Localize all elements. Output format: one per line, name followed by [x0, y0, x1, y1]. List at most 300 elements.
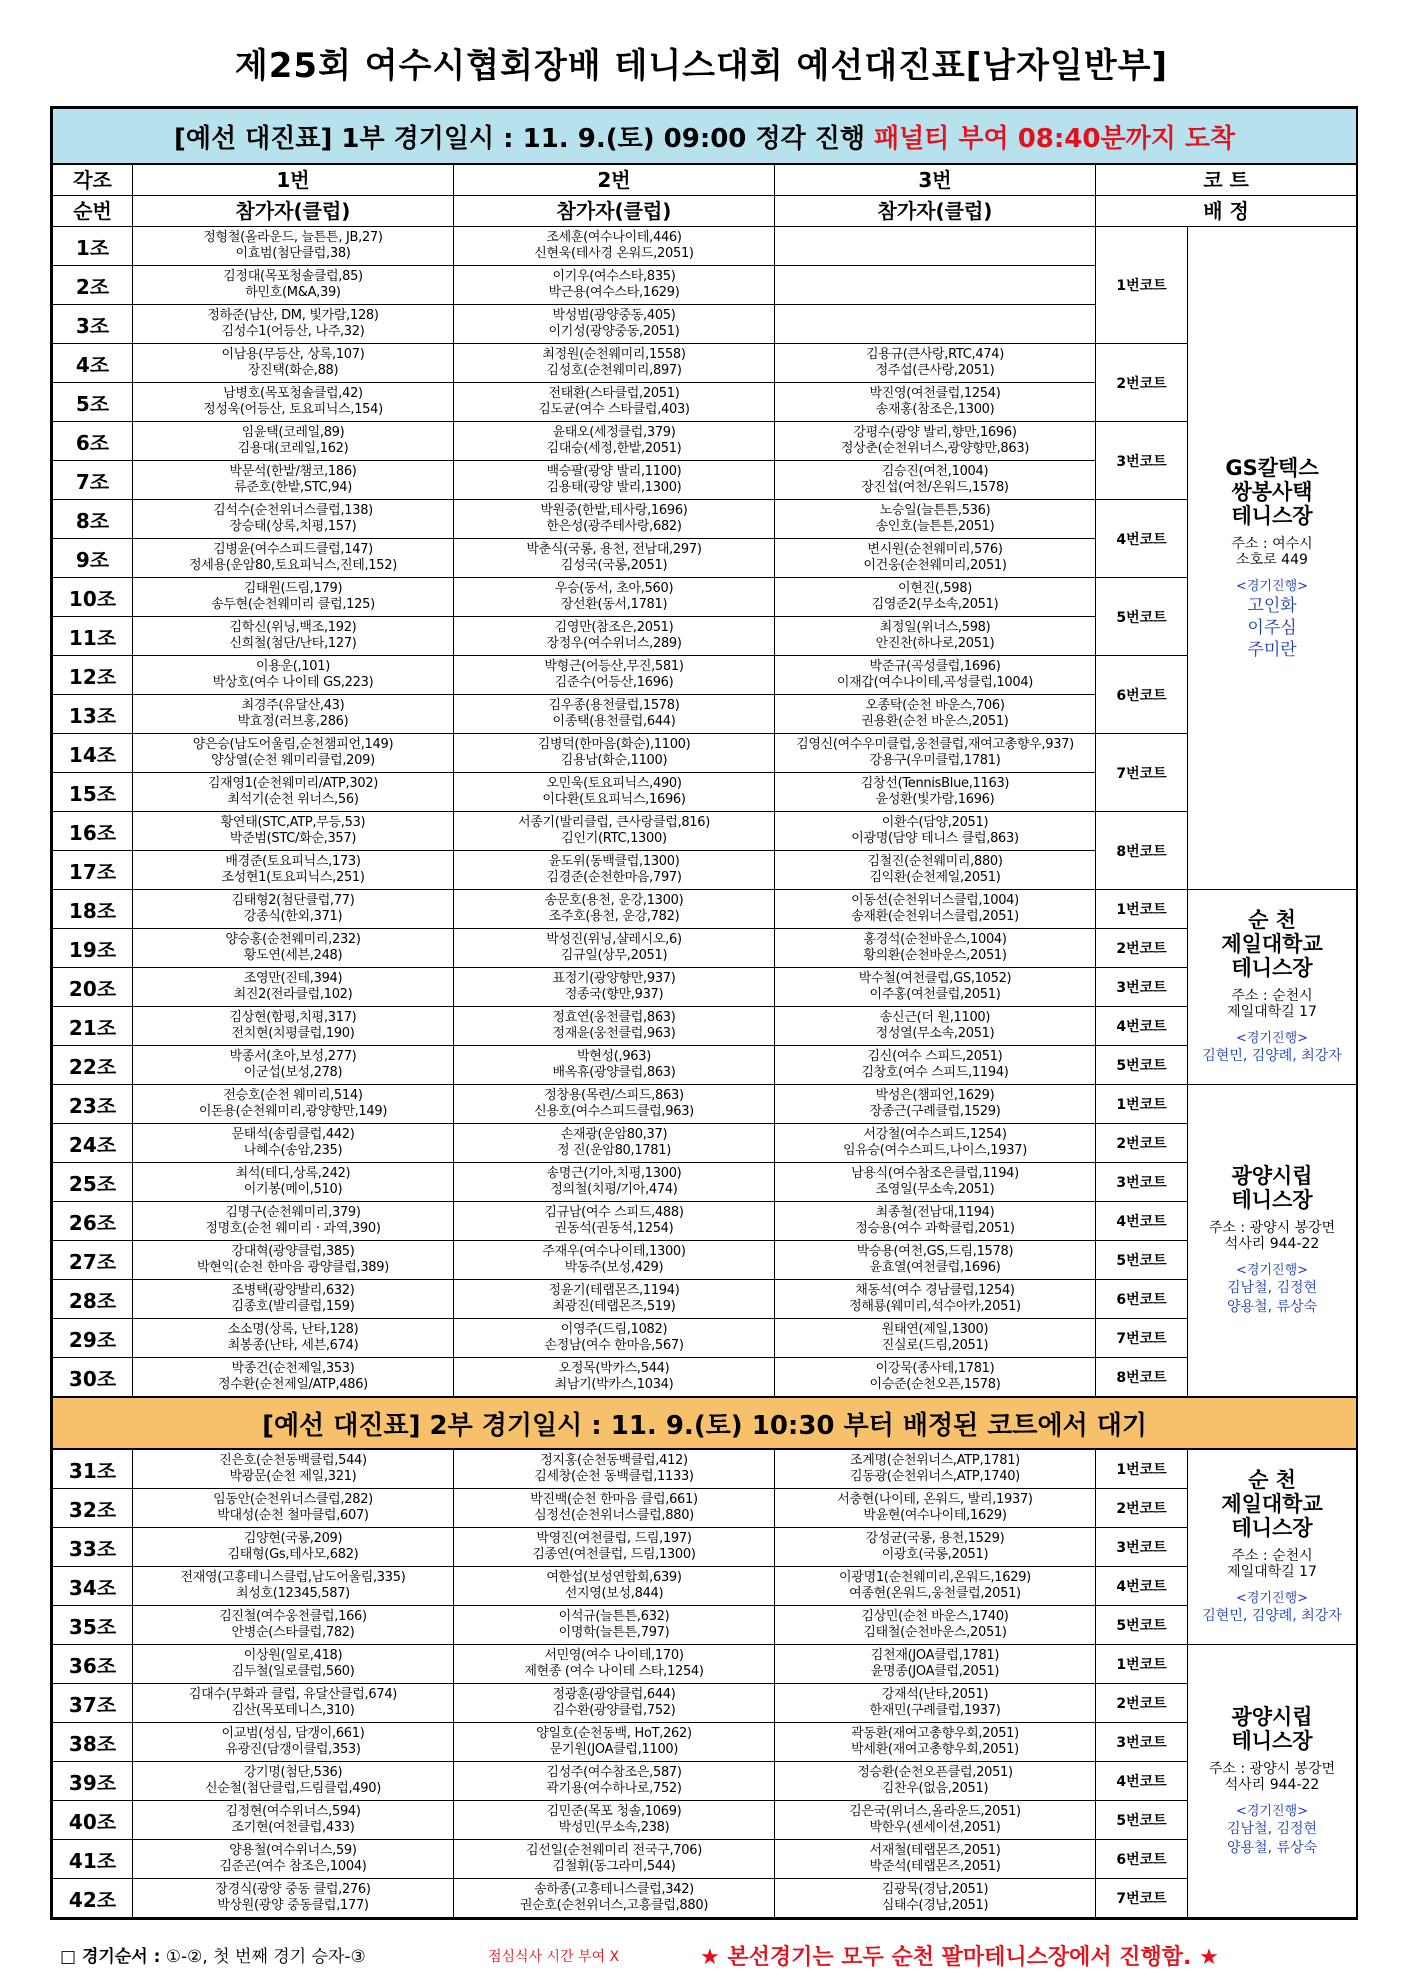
- player-name: 표정기(광양향만,937): [552, 971, 676, 986]
- court-assignment: 2번코트: [1096, 929, 1188, 968]
- player-name: 이광명1(순천웨미리,온워드,1629): [839, 1570, 1031, 1585]
- court-assignment: 4번코트: [1096, 1007, 1188, 1046]
- player-slot-3: [775, 1163, 1096, 1202]
- court-assignment: 4번코트: [1096, 1762, 1188, 1801]
- player-name: 김성국(국롱,2051): [560, 558, 668, 573]
- player-name: 이교범(성심, 담갱이,661): [221, 1726, 365, 1741]
- player-name: 김두철(일로클럽,560): [231, 1664, 355, 1679]
- court-assignment: 6번코트: [1096, 656, 1188, 734]
- group-row: [53, 1241, 1357, 1280]
- venue-address: [1188, 1220, 1356, 1252]
- player-name: 최성호(12345,587): [236, 1586, 350, 1601]
- player-slot-1: [133, 734, 454, 773]
- player-slot-3: [775, 1606, 1096, 1645]
- court-assignment: 4번코트: [1096, 1567, 1188, 1606]
- player-slot-3: [775, 1202, 1096, 1241]
- player-name: 이강묵(종사테,1781): [875, 1361, 995, 1376]
- group-number: 17조: [53, 851, 133, 890]
- player-name: 이환수(담양,2051): [881, 815, 989, 830]
- player-slot-2: [454, 422, 775, 461]
- player-name: 이효범(첨단클럽,38): [235, 246, 351, 261]
- player-name: 이돈용(순천웨미리,광양향만,149): [198, 1104, 388, 1119]
- player-slot-1: [133, 929, 454, 968]
- venue-name: GS칼텍스: [1225, 455, 1319, 480]
- player-slot-1: [133, 1489, 454, 1528]
- group-row: [53, 344, 1357, 383]
- player-name: 김성주(여수참조은,587): [546, 1765, 682, 1780]
- venue-staff-heading: <경기진행>: [1236, 578, 1309, 594]
- player-name: 한재민(구례클럽,1937): [869, 1703, 1001, 1718]
- player-name: 김인기(RTC,1300): [561, 831, 667, 846]
- player-name: 김병덕(한마음(화순),1100): [537, 737, 691, 752]
- player-name: 김태형2(첨단클럽,77): [231, 893, 355, 908]
- player-slot-3: [775, 617, 1096, 656]
- venue-staff: 주미란: [1247, 639, 1297, 660]
- player-slot-1: [133, 539, 454, 578]
- player-slot-3: [775, 851, 1096, 890]
- group-number: 31조: [53, 1449, 133, 1489]
- player-name: 정효연(웅천클럽,863): [552, 1010, 676, 1025]
- venue-staff: 고인화: [1247, 595, 1297, 616]
- player-name: 서재철(테랩몬즈,2051): [869, 1843, 1001, 1858]
- player-slot-2: [454, 383, 775, 422]
- player-slot-2: [454, 1280, 775, 1319]
- player-name: 이영주(드림,1082): [560, 1322, 668, 1337]
- player-name: 박대성(순천 철마클럽,607): [217, 1508, 369, 1523]
- group-row: [53, 422, 1357, 461]
- player-name: 강종식(한외,371): [243, 909, 343, 924]
- court-assignment: 8번코트: [1096, 1358, 1188, 1398]
- player-slot-3: [775, 539, 1096, 578]
- group-number: 23조: [53, 1085, 133, 1124]
- player-name: 서강철(여수스피드,1254): [863, 1127, 1007, 1142]
- player-slot-1: [133, 305, 454, 344]
- player-name: 장종근(구례클럽,1529): [869, 1104, 1001, 1119]
- court-assignment: 6번코트: [1096, 1280, 1188, 1319]
- player-slot-1: [133, 1124, 454, 1163]
- court-assignment: 6번코트: [1096, 1840, 1188, 1879]
- player-name: 박성민(무소속,238): [558, 1820, 670, 1835]
- player-slot-2: [454, 1684, 775, 1723]
- player-name: 김신(여수 스피드,2051): [867, 1049, 1003, 1064]
- player-slot-1: [133, 1007, 454, 1046]
- player-slot-3: [775, 422, 1096, 461]
- group-row: [53, 578, 1357, 617]
- player-slot-2: [454, 1358, 775, 1398]
- venue-staff: 김현민, 김양례, 최강자: [1202, 1048, 1342, 1064]
- group-row: [53, 734, 1357, 773]
- group-number: 15조: [53, 773, 133, 812]
- player-name: 이다환(토요피닉스,1696): [542, 792, 686, 807]
- player-slot-2: [454, 656, 775, 695]
- player-name: 조성현1(토요피닉스,251): [221, 870, 365, 885]
- player-slot-1: [133, 227, 454, 266]
- player-name: 송신근(더 원,1100): [879, 1010, 991, 1025]
- venue-staff: 김남철, 김정현: [1227, 1280, 1318, 1296]
- player-name: 양일호(순천동백, HoT,262): [536, 1726, 692, 1741]
- player-slot-1: [133, 656, 454, 695]
- player-slot-2: [454, 461, 775, 500]
- player-name: 송재홍(참조은,1300): [875, 402, 995, 417]
- court-assignment: 3번코트: [1096, 422, 1188, 500]
- player-name: 윤효열(여천클럽,1696): [869, 1260, 1001, 1275]
- player-name: 신용호(여수스피드클럽,963): [534, 1104, 694, 1119]
- player-slot-1: [133, 1163, 454, 1202]
- player-name: 서종기(발리클럽, 큰사랑클럽,816): [517, 815, 711, 830]
- player-name: 양용철(여수위너스,59): [229, 1843, 357, 1858]
- player-name: 김경준(순천한마음,797): [546, 870, 682, 885]
- player-slot-3: [775, 1801, 1096, 1840]
- player-name: 송명근(기아,치평,1300): [546, 1166, 682, 1181]
- player-name: 남용식(여수참조은클럽,1194): [851, 1166, 1019, 1181]
- court-assignment: 1번코트: [1096, 1645, 1188, 1684]
- player-name: 선지영(보성,844): [564, 1586, 664, 1601]
- player-name: 박성범(광양중동,405): [552, 308, 676, 323]
- player-name: 김산(목포테니스,310): [231, 1703, 355, 1718]
- player-name: 박상원(광양 중동클럽,177): [217, 1898, 369, 1913]
- group-row: [53, 656, 1357, 695]
- player-slot-3: [775, 1358, 1096, 1398]
- court-assignment: 1번코트: [1096, 890, 1188, 929]
- player-name: 김영신(여수우미클럽,웅천클럽,재여고총향우,937): [796, 737, 1074, 752]
- player-name: 정성욱(어등산, 토요피닉스,154): [203, 402, 383, 417]
- player-name: 박종서(초아,보성,277): [229, 1049, 357, 1064]
- venue-name: 광양시립: [1231, 1164, 1313, 1188]
- group-row: [53, 890, 1357, 929]
- player-name: 양은승(남도어울림,순천챔피언,149): [192, 737, 394, 752]
- player-slot-2: [454, 812, 775, 851]
- player-name: 김철휘(동그라미,544): [552, 1859, 676, 1874]
- venue-staff: 김남철, 김정현: [1227, 1820, 1318, 1837]
- venue-address-line: 주소 : 순천시: [1231, 1548, 1313, 1564]
- venue-name: 순 천: [1248, 908, 1296, 932]
- group-row: [53, 1684, 1357, 1723]
- player-name: 손정남(여수 한마음,567): [544, 1338, 684, 1353]
- player-name: 정지홍(순천동백클럽,412): [540, 1453, 688, 1468]
- player-name: 송두현(순천웨미리 클럽,125): [211, 597, 375, 612]
- player-name: 김광묵(경남,2051): [881, 1882, 989, 1897]
- group-row: [53, 1762, 1357, 1801]
- page-title: 제25회 여수시협회장배 테니스대회 예선대진표[남자일반부]: [234, 46, 1169, 86]
- bracket-sheet: [50, 106, 1358, 1920]
- player-name: 박원중(한밭,테사랑,1696): [540, 503, 688, 518]
- player-name: 박성진(위닝,샬레시오,6): [546, 932, 682, 947]
- player-slot-2: [454, 773, 775, 812]
- player-name: 전재영(고흥테니스클럽,남도어울림,335): [180, 1570, 406, 1585]
- player-slot-3: [775, 1840, 1096, 1879]
- player-name: 김천재(JOA클럽,1781): [870, 1648, 1000, 1663]
- player-name: 이기성(광양중동,2051): [548, 324, 680, 339]
- footer-order-label: □ 경기순서 :: [60, 1947, 161, 1967]
- group-number: 12조: [53, 656, 133, 695]
- player-slot-2: [454, 617, 775, 656]
- player-name: 조영만(진테,394): [243, 971, 343, 986]
- venue-staff: 이주심: [1247, 617, 1297, 638]
- player-name: 서충현(나이테, 온워드, 발리,1937): [837, 1492, 1033, 1507]
- player-name: 김태형(Gs,테사모,682): [227, 1547, 359, 1562]
- player-slot-2: [454, 1202, 775, 1241]
- group-number: 9조: [53, 539, 133, 578]
- player-name: 조기현(여천클럽,433): [231, 1820, 355, 1835]
- player-slot-1: [133, 578, 454, 617]
- player-name: 박준석(테랩몬즈,2051): [869, 1859, 1001, 1874]
- player-slot-3: [775, 266, 1096, 305]
- player-name: 이승준(순천오픈,1578): [869, 1377, 1001, 1392]
- player-slot-3: [775, 1449, 1096, 1489]
- venue-info: [1188, 1449, 1357, 1645]
- player-slot-3: [775, 656, 1096, 695]
- player-slot-3: [775, 968, 1096, 1007]
- player-name: 정하준(남산, DM, 빛가람,128): [207, 308, 379, 323]
- player-name: 최정원(순천웨미리,1558): [542, 347, 686, 362]
- player-slot-1: [133, 1319, 454, 1358]
- player-slot-3: [775, 1241, 1096, 1280]
- player-name: 정수환(순천제일/ATP,486): [218, 1377, 368, 1392]
- player-name: 남병호(목포청솔클럽,42): [223, 386, 363, 401]
- player-slot-2: [454, 1085, 775, 1124]
- group-number: 5조: [53, 383, 133, 422]
- player-slot-1: [133, 1606, 454, 1645]
- group-number: 41조: [53, 1840, 133, 1879]
- venue-name: 테니스장: [1231, 956, 1313, 980]
- player-name: 김민준(목포 청솔,1069): [546, 1804, 682, 1819]
- player-name: 김승진(여천,1004): [881, 464, 989, 479]
- player-slot-1: [133, 968, 454, 1007]
- player-slot-1: [133, 1358, 454, 1398]
- group-number: 29조: [53, 1319, 133, 1358]
- player-slot-1: [133, 812, 454, 851]
- group-number: 16조: [53, 812, 133, 851]
- group-row: [53, 1879, 1357, 1918]
- group-number: 3조: [53, 305, 133, 344]
- group-row: [53, 1840, 1357, 1879]
- venue-name: 쌍봉사택: [1231, 479, 1313, 504]
- header-p1-sub: 참가자(클럽): [133, 196, 454, 227]
- player-slot-2: [454, 1489, 775, 1528]
- player-name: 안진찬(하나로,2051): [875, 636, 995, 651]
- player-name: 정광훈(광양클럽,644): [552, 1687, 676, 1702]
- player-slot-1: [133, 266, 454, 305]
- player-slot-3: [775, 1723, 1096, 1762]
- footer: [60, 1940, 1360, 1970]
- player-name: 박광문(순천 제일,321): [229, 1469, 357, 1484]
- player-slot-2: [454, 1567, 775, 1606]
- player-slot-2: [454, 734, 775, 773]
- player-name: 백승팔(광양 발리,1100): [546, 464, 682, 479]
- player-name: 주재우(여수나이테,1300): [542, 1244, 686, 1259]
- player-name: 박수철(여천클럽,GS,1052): [858, 971, 1012, 986]
- player-name: 이석규(늘튼튼,632): [558, 1609, 670, 1624]
- player-name: 여종현(온워드,웅천클럽,2051): [849, 1586, 1021, 1601]
- player-name: 홍경석(순천바운스,1004): [863, 932, 1007, 947]
- header-group: [53, 164, 133, 196]
- venue-address: [1188, 1548, 1356, 1580]
- player-slot-3: [775, 578, 1096, 617]
- player-name: 조세훈(여수나이테,446): [546, 230, 682, 245]
- court-assignment: 2번코트: [1096, 1489, 1188, 1528]
- player-name: 임동안(순천위너스클럽,282): [213, 1492, 373, 1507]
- player-name: 조영일(무소속,2051): [875, 1182, 995, 1197]
- player-name: 송인호(늘튼튼,2051): [875, 519, 995, 534]
- banner-part2: [예선 대진표] 2부 경기일시 : 11. 9.(토) 10:30 부터 배정된 코트에서 대기: [53, 1397, 1357, 1449]
- player-name: 박세환(재여고총향우회,2051): [851, 1742, 1019, 1757]
- group-row: [53, 227, 1357, 266]
- player-name: 이남용(무등산, 상록,107): [221, 347, 365, 362]
- player-name: 정성열(무소속,2051): [875, 1026, 995, 1041]
- venue-staff: 김현민, 김양례, 최강자: [1202, 1608, 1342, 1624]
- player-name: 배경준(토요피닉스,173): [225, 854, 361, 869]
- bracket-table: [52, 108, 1357, 1918]
- venue-address-line: 주소 : 광양시 봉강면: [1208, 1760, 1336, 1777]
- group-number: 32조: [53, 1489, 133, 1528]
- player-name: 전태환(스타클럽,2051): [548, 386, 680, 401]
- player-name: 김규일(상무,2051): [560, 948, 668, 963]
- player-name: 김준수(어등산,1696): [554, 675, 674, 690]
- player-name: 이광호(국롱,2051): [881, 1547, 989, 1562]
- player-name: 권동석(권동석,1254): [554, 1221, 674, 1236]
- player-name: 이상원(일로,418): [243, 1648, 343, 1663]
- player-name: 신순철(첨단클럽,드림클럽,490): [205, 1781, 381, 1796]
- player-slot-1: [133, 461, 454, 500]
- player-name: 제현종 (여수 나이테 스타,1254): [524, 1664, 704, 1679]
- group-number: 1조: [53, 227, 133, 266]
- player-name: 김준곤(여수 참조은,1004): [219, 1859, 367, 1874]
- player-name: 오종탁(순천 바운스,706): [865, 698, 1005, 713]
- player-name: 김태철(순천바운스,2051): [863, 1625, 1007, 1640]
- venue-info: [1188, 1085, 1357, 1398]
- player-name: 김용태(광양 발리,1300): [546, 480, 682, 495]
- player-name: 송재환(순천위너스클럽,2051): [851, 909, 1019, 924]
- player-name: 최남기(박카스,1034): [554, 1377, 674, 1392]
- court-assignment: 4번코트: [1096, 1202, 1188, 1241]
- group-number: 6조: [53, 422, 133, 461]
- player-slot-2: [454, 1163, 775, 1202]
- player-name: 이현진(,598): [897, 581, 973, 596]
- player-slot-1: [133, 500, 454, 539]
- player-slot-1: [133, 1528, 454, 1567]
- player-name: 이기봉(메이,510): [243, 1182, 343, 1197]
- player-name: 이광명(담양 테니스 클럽,863): [851, 831, 1019, 846]
- player-slot-3: [775, 812, 1096, 851]
- player-name: 황도연(세븐,248): [243, 948, 343, 963]
- group-number: 36조: [53, 1645, 133, 1684]
- player-name: 박성은(챔피언,1629): [875, 1088, 995, 1103]
- player-name: 최진2(전라클럽,102): [233, 987, 353, 1002]
- player-slot-1: [133, 851, 454, 890]
- player-slot-3: [775, 1879, 1096, 1918]
- player-slot-3: [775, 1528, 1096, 1567]
- player-name: 최광진(테랩몬즈,519): [552, 1299, 676, 1314]
- group-number: 8조: [53, 500, 133, 539]
- player-name: 강대혁(광양클럽,385): [231, 1244, 355, 1259]
- group-number: 33조: [53, 1528, 133, 1567]
- venue-info: [1188, 890, 1357, 1085]
- group-row: [53, 1280, 1357, 1319]
- player-name: 박현성(,963): [576, 1049, 652, 1064]
- group-row: [53, 1489, 1357, 1528]
- player-name: 박승용(여천,GS,드림,1578): [856, 1244, 1014, 1259]
- player-slot-3: [775, 929, 1096, 968]
- venue-name: 테니스장: [1231, 1728, 1313, 1753]
- player-name: 정형철(올라운드, 늘튼튼, JB,27): [203, 230, 383, 245]
- player-name: 강성균(국롱, 용천,1529): [865, 1531, 1005, 1546]
- player-name: 박진영(여천클럽,1254): [869, 386, 1001, 401]
- player-name: 진실로(드림,2051): [881, 1338, 989, 1353]
- player-name: 강재석(난타,2051): [881, 1687, 989, 1702]
- group-number: 24조: [53, 1124, 133, 1163]
- court-assignment: 3번코트: [1096, 968, 1188, 1007]
- player-name: 장승태(상록,치평,157): [229, 519, 357, 534]
- banner-part1-text: [예선 대진표] 1부 경기일시 : 11. 9.(토) 09:00 정각 진행: [173, 123, 865, 154]
- player-name: 김석수(순천위너스클럽,138): [213, 503, 373, 518]
- player-slot-1: [133, 344, 454, 383]
- player-slot-2: [454, 1528, 775, 1567]
- group-number: 38조: [53, 1723, 133, 1762]
- group-number: 27조: [53, 1241, 133, 1280]
- player-slot-1: [133, 1762, 454, 1801]
- group-row: [53, 1449, 1357, 1489]
- player-slot-3: [775, 1684, 1096, 1723]
- player-name: 정상춘(순천위너스,광양향만,863): [840, 441, 1030, 456]
- court-assignment: 3번코트: [1096, 1528, 1188, 1567]
- group-number: 21조: [53, 1007, 133, 1046]
- player-name: 김도균(여수 스타클럽,403): [538, 402, 690, 417]
- player-name: 권용환(순천 바운스,2051): [861, 714, 1009, 729]
- court-assignment: 1번코트: [1096, 227, 1188, 344]
- player-name: 김우종(용천클럽,1578): [548, 698, 680, 713]
- header-p2: 2번: [454, 164, 775, 196]
- player-name: 정해룡(웨미리,석수아카,2051): [849, 1299, 1021, 1314]
- venue-address: [1188, 988, 1356, 1020]
- player-slot-2: [454, 1801, 775, 1840]
- player-slot-3: [775, 1085, 1096, 1124]
- group-number: 11조: [53, 617, 133, 656]
- player-name: 윤명종(JOA클럽,2051): [870, 1664, 1000, 1679]
- player-slot-3: [775, 1567, 1096, 1606]
- header-court: 코 트: [1096, 164, 1357, 196]
- player-name: 우승(동서, 초아,560): [554, 581, 674, 596]
- venue-address-line: 제일대학길 17: [1227, 1004, 1317, 1020]
- player-name: 양승홍(순천웨미리,232): [225, 932, 361, 947]
- player-name: 이동선(순천위너스클럽,1004): [851, 893, 1019, 908]
- header-p3: 3번: [775, 164, 1096, 196]
- group-row: [53, 1645, 1357, 1684]
- player-name: 이종택(용천클럽,644): [552, 714, 676, 729]
- player-name: 김창호(여수 스피드,1194): [861, 1065, 1009, 1080]
- venue-address-line: 석사리 944-22: [1224, 1236, 1320, 1252]
- player-name: 김대승(세정,한밭,2051): [546, 441, 682, 456]
- banner-part1: [53, 109, 1357, 165]
- player-name: 채동석(여수 경남클럽,1254): [855, 1283, 1015, 1298]
- header-order: 순번: [53, 196, 133, 227]
- court-assignment: 7번코트: [1096, 1319, 1188, 1358]
- venue-name: 순 천: [1248, 1468, 1296, 1492]
- player-slot-3: [775, 500, 1096, 539]
- player-slot-2: [454, 266, 775, 305]
- player-name: 김영만(참조은,2051): [554, 620, 674, 635]
- player-name: 강기명(첨단,536): [243, 1765, 343, 1780]
- court-assignment: 5번코트: [1096, 1801, 1188, 1840]
- player-name: 정윤기(테랩몬즈,1194): [548, 1283, 680, 1298]
- player-name: 김종호(발리클럽,159): [231, 1299, 355, 1314]
- player-name: 이주홍(여천클럽,2051): [869, 987, 1001, 1002]
- player-name: 이용운(,101): [255, 659, 331, 674]
- player-name: 김규남(여수 스피드,488): [544, 1205, 684, 1220]
- player-name: 정 진(운암80,1781): [556, 1143, 672, 1158]
- player-name: 정종국(향만,937): [564, 987, 664, 1002]
- player-slot-2: [454, 695, 775, 734]
- group-number: 13조: [53, 695, 133, 734]
